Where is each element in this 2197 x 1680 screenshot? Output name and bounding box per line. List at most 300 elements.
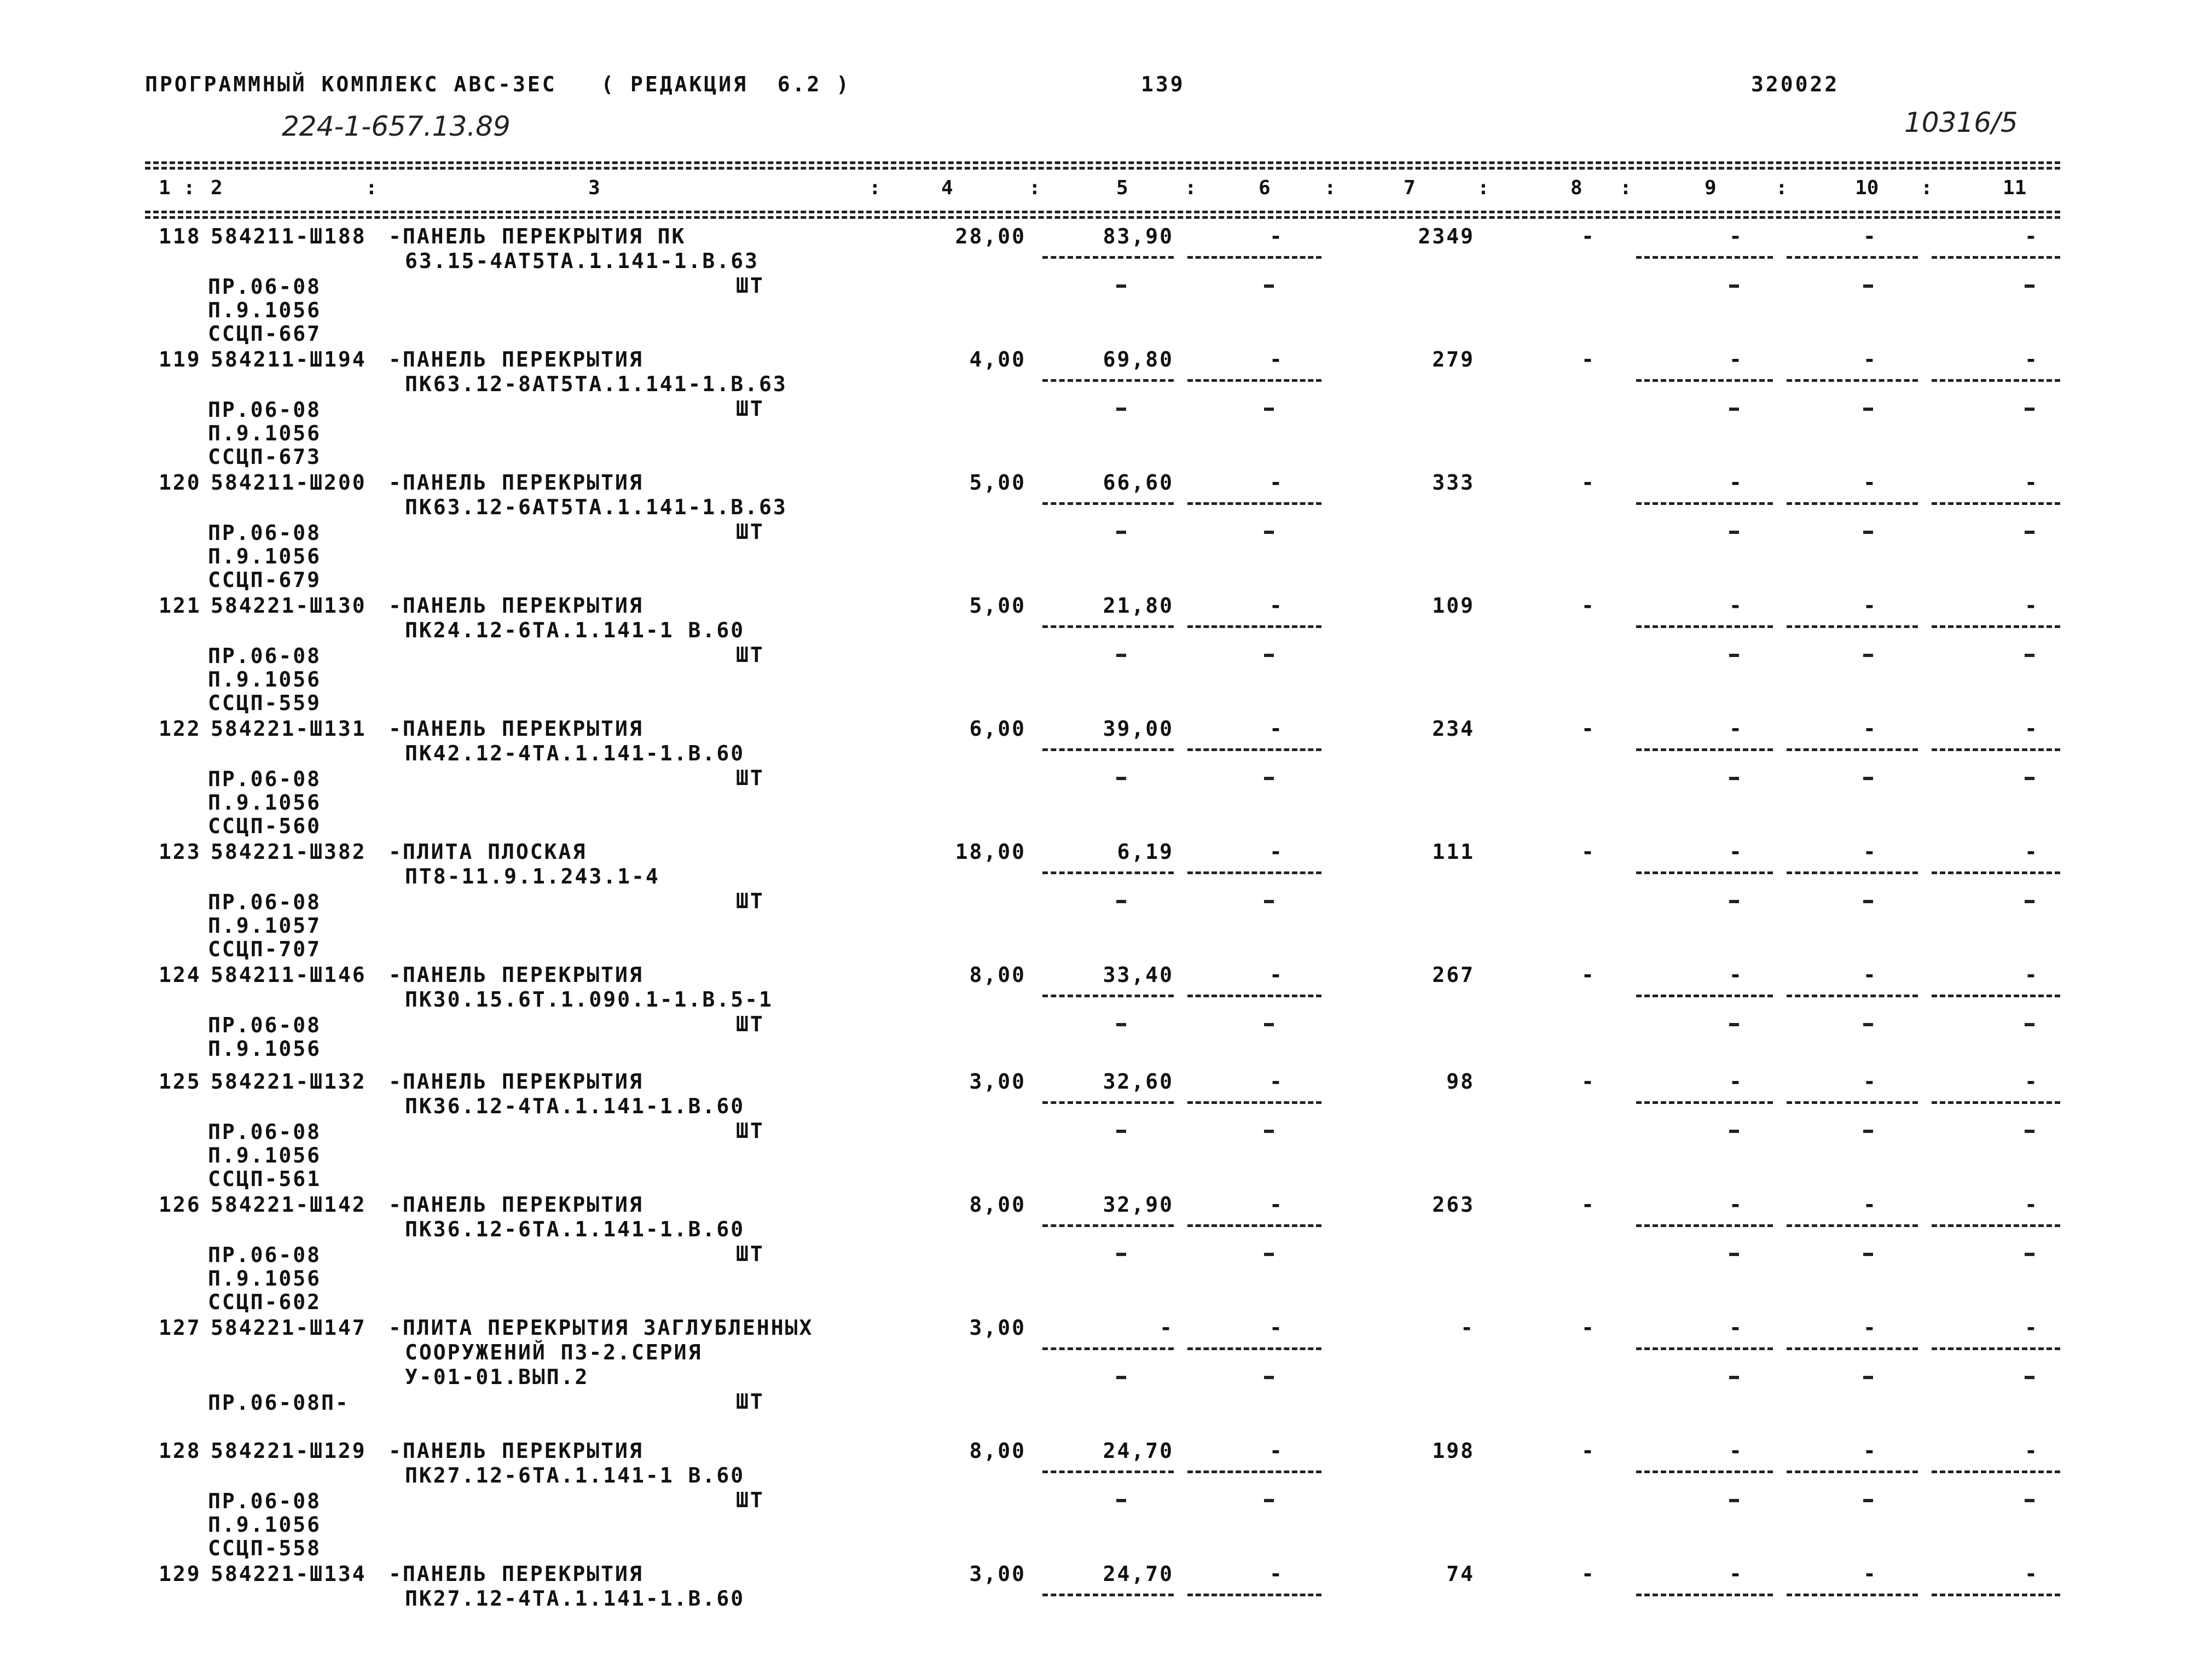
column-9-second-line-dash	[1729, 408, 1739, 411]
column-separator: :	[1477, 177, 1489, 199]
column-11-value: -	[2025, 594, 2039, 618]
price-second-line-dash	[1116, 1499, 1126, 1502]
row-number: 123	[159, 840, 201, 864]
column-9-subtotal-line	[1636, 871, 1773, 874]
column-10-subtotal-line	[1787, 995, 1918, 997]
reference-code: ПР.06-08	[208, 398, 322, 422]
column-11-subtotal-line	[1932, 1101, 2060, 1104]
column-9-subtotal-line	[1636, 256, 1773, 259]
reference-code: ПР.06-08	[208, 1243, 322, 1267]
column-9-value: -	[1729, 717, 1743, 741]
material-spec: ПК27.12-4ТА.1.141-1.В.60	[405, 1586, 745, 1611]
price-second-line-dash	[1116, 654, 1126, 657]
column-6-value: -	[1269, 224, 1284, 248]
column-10-subtotal-line	[1787, 625, 1918, 628]
unit-of-measure: ШТ	[736, 643, 764, 667]
column-11-second-line-dash	[2025, 1023, 2034, 1026]
price-subtotal-line	[1042, 1224, 1174, 1227]
column-10-value: -	[1863, 470, 1877, 495]
column-11-value: -	[2025, 470, 2039, 495]
price-catalog-ref: ССЦП-561	[208, 1167, 322, 1191]
total-cost-cell: 109	[1432, 594, 1475, 618]
column-6-value: -	[1269, 1439, 1284, 1463]
column-6-second-line-dash	[1264, 1130, 1274, 1133]
price-subtotal-line	[1042, 1101, 1174, 1104]
price-subtotal-line	[1042, 379, 1174, 382]
column-separator: :	[1324, 177, 1336, 199]
column-10-second-line-dash	[1863, 408, 1873, 411]
column-10-subtotal-line	[1787, 379, 1918, 382]
column-6-second-line-dash	[1264, 1023, 1274, 1026]
price-catalog-ref: ССЦП-667	[208, 322, 322, 346]
column-6-value: -	[1269, 1069, 1284, 1094]
column-9-second-line-dash	[1729, 1130, 1739, 1133]
column-6-subtotal-line	[1187, 1101, 1321, 1104]
row-number: 122	[159, 717, 201, 741]
quantity-cell: 5,00	[969, 594, 1026, 618]
column-header-3: 3	[588, 177, 600, 199]
column-10-value: -	[1863, 1439, 1877, 1463]
unit-price-cell: 24,70	[1103, 1562, 1174, 1586]
column-6-value: -	[1269, 1562, 1284, 1586]
column-11-value: -	[2025, 347, 2039, 371]
unit-of-measure: ШТ	[736, 889, 764, 913]
price-catalog-ref: ССЦП-707	[208, 937, 322, 961]
reference-code: ПР.06-08	[208, 275, 322, 299]
column-9-second-line-dash	[1729, 777, 1739, 780]
reference-code: ПР.06-08	[208, 1013, 322, 1037]
column-11-subtotal-line	[1932, 871, 2060, 874]
material-name: -ПАНЕЛЬ ПЕРЕКРЫТИЯ ПК	[389, 224, 686, 248]
total-cost-cell: 111	[1432, 840, 1475, 864]
handwritten-sheet-number: 10316/5	[1904, 107, 2018, 138]
price-catalog-ref: ССЦП-559	[208, 691, 322, 715]
unit-price-cell: 6,19	[1117, 840, 1174, 864]
quantity-cell: 4,00	[969, 347, 1026, 371]
column-9-subtotal-line	[1636, 1470, 1773, 1473]
column-11-value: -	[2025, 1193, 2039, 1217]
column-10-subtotal-line	[1787, 871, 1918, 874]
column-11-value: -	[2025, 1316, 2039, 1340]
price-second-line-dash	[1116, 284, 1126, 288]
column-11-subtotal-line	[1932, 256, 2060, 259]
header-top-rule-2	[145, 167, 2060, 170]
column-11-value: -	[2025, 1439, 2039, 1463]
header-bottom-rule-2	[145, 216, 2060, 219]
total-cost-cell: 74	[1446, 1562, 1475, 1586]
material-code: 584221-Ш147	[211, 1316, 367, 1340]
column-11-subtotal-line	[1932, 1594, 2060, 1596]
price-subtotal-line	[1042, 1347, 1174, 1350]
unit-price-cell: 21,80	[1103, 594, 1174, 618]
total-cost-cell: 234	[1432, 717, 1475, 741]
column-11-second-line-dash	[2025, 900, 2034, 903]
column-9-value: -	[1729, 1316, 1743, 1340]
column-11-value: -	[2025, 840, 2039, 864]
unit-price-cell: 83,90	[1103, 224, 1174, 248]
unit-of-measure: ШТ	[736, 1119, 764, 1143]
column-9-second-line-dash	[1729, 531, 1739, 534]
row-number: 129	[159, 1562, 201, 1586]
column-6-value: -	[1269, 1193, 1284, 1217]
column-6-second-line-dash	[1264, 284, 1274, 288]
material-name: -ПАНЕЛЬ ПЕРЕКРЫТИЯ	[389, 1193, 644, 1217]
reference-code: ПР.06-08П-	[208, 1391, 350, 1415]
material-code: 584221-Ш132	[211, 1069, 367, 1094]
reference-code: ПР.06-08	[208, 1120, 322, 1144]
column-6-subtotal-line	[1187, 748, 1321, 751]
column-9-value: -	[1729, 347, 1743, 371]
material-name: -ПАНЕЛЬ ПЕРЕКРЫТИЯ	[389, 1562, 644, 1586]
column-6-subtotal-line	[1187, 1347, 1321, 1350]
column-separator: :	[1620, 177, 1632, 199]
reference-paragraph: П.9.1056	[208, 544, 322, 568]
price-subtotal-line	[1042, 256, 1174, 259]
column-6-second-line-dash	[1264, 531, 1274, 534]
column-10-value: -	[1863, 1069, 1877, 1094]
column-10-value: -	[1863, 594, 1877, 618]
column-11-subtotal-line	[1932, 625, 2060, 628]
column-9-value: -	[1729, 224, 1743, 248]
reference-paragraph: П.9.1056	[208, 790, 322, 815]
price-catalog-ref: ССЦП-673	[208, 445, 322, 469]
unit-price-cell: 69,80	[1103, 347, 1174, 371]
material-code: 584221-Ш130	[211, 594, 367, 618]
total-cost-cell: -	[1460, 1316, 1475, 1340]
column-header-4: 4	[941, 177, 953, 199]
unit-price-cell: 66,60	[1103, 470, 1174, 495]
column-11-second-line-dash	[2025, 1499, 2034, 1502]
row-number: 125	[159, 1069, 201, 1094]
quantity-cell: 28,00	[955, 224, 1026, 248]
column-6-value: -	[1269, 470, 1284, 495]
column-6-second-line-dash	[1264, 408, 1274, 411]
material-name: -ПАНЕЛЬ ПЕРЕКРЫТИЯ	[389, 1439, 644, 1463]
column-11-subtotal-line	[1932, 995, 2060, 997]
column-6-second-line-dash	[1264, 777, 1274, 780]
column-10-subtotal-line	[1787, 1224, 1918, 1227]
column-separator: :	[1921, 177, 1933, 199]
column-8-value: -	[1581, 1069, 1596, 1094]
quantity-cell: 5,00	[969, 470, 1026, 495]
material-code: 584211-Ш194	[211, 347, 367, 371]
column-10-subtotal-line	[1787, 502, 1918, 505]
row-number: 121	[159, 594, 201, 618]
material-spec: ПК24.12-6ТА.1.141-1 В.60	[405, 618, 745, 642]
column-10-value: -	[1863, 1193, 1877, 1217]
column-8-value: -	[1581, 717, 1596, 741]
quantity-cell: 8,00	[969, 963, 1026, 987]
column-6-subtotal-line	[1187, 379, 1321, 382]
column-11-value: -	[2025, 224, 2039, 248]
column-header-8: 8	[1570, 177, 1582, 199]
material-spec: ПК63.12-6АТ5ТА.1.141-1.В.63	[405, 495, 787, 519]
material-code: 584221-Ш134	[211, 1562, 367, 1586]
reference-code: ПР.06-08	[208, 521, 322, 545]
column-11-subtotal-line	[1932, 1224, 2060, 1227]
reference-paragraph: П.9.1056	[208, 298, 322, 322]
reference-code: ПР.06-08	[208, 767, 322, 791]
column-10-subtotal-line	[1787, 1594, 1918, 1596]
quantity-cell: 6,00	[969, 717, 1026, 741]
column-9-subtotal-line	[1636, 625, 1773, 628]
column-9-value: -	[1729, 1562, 1743, 1586]
total-cost-cell: 267	[1432, 963, 1475, 987]
column-9-subtotal-line	[1636, 995, 1773, 997]
reference-code: ПР.06-08	[208, 1489, 322, 1513]
column-separator: :	[183, 177, 195, 199]
unit-price-cell: 39,00	[1103, 717, 1174, 741]
material-code: 584221-Ш131	[211, 717, 367, 741]
column-11-second-line-dash	[2025, 777, 2034, 780]
column-6-second-line-dash	[1264, 1253, 1274, 1256]
reference-paragraph: П.9.1056	[208, 667, 322, 691]
reference-paragraph: П.9.1056	[208, 1143, 322, 1167]
column-9-subtotal-line	[1636, 379, 1773, 382]
column-6-subtotal-line	[1187, 871, 1321, 874]
column-9-second-line-dash	[1729, 900, 1739, 903]
material-name: -ПАНЕЛЬ ПЕРЕКРЫТИЯ	[389, 470, 644, 495]
column-10-value: -	[1863, 347, 1877, 371]
material-code: 584211-Ш188	[211, 224, 367, 248]
column-11-second-line-dash	[2025, 408, 2034, 411]
row-number: 119	[159, 347, 201, 371]
material-spec: ПК30.15.6Т.1.090.1-1.В.5-1	[405, 987, 773, 1012]
total-cost-cell: 263	[1432, 1193, 1475, 1217]
column-10-value: -	[1863, 224, 1877, 248]
column-6-subtotal-line	[1187, 1594, 1321, 1596]
column-9-subtotal-line	[1636, 1101, 1773, 1104]
unit-of-measure: ШТ	[736, 1390, 764, 1414]
header-top-rule	[145, 161, 2060, 164]
column-8-value: -	[1581, 963, 1596, 987]
column-6-subtotal-line	[1187, 502, 1321, 505]
price-second-line-dash	[1116, 777, 1126, 780]
column-separator: :	[366, 177, 378, 199]
column-6-second-line-dash	[1264, 900, 1274, 903]
column-6-value: -	[1269, 1316, 1284, 1340]
material-code: 584211-Ш200	[211, 470, 367, 495]
material-name: -ПАНЕЛЬ ПЕРЕКРЫТИЯ	[389, 717, 644, 741]
price-second-line-dash	[1116, 900, 1126, 903]
column-header-2: 2	[211, 177, 223, 199]
column-6-second-line-dash	[1264, 654, 1274, 657]
column-header-9: 9	[1705, 177, 1717, 199]
column-6-value: -	[1269, 963, 1284, 987]
material-code: 584221-Ш129	[211, 1439, 367, 1463]
column-8-value: -	[1581, 1193, 1596, 1217]
reference-code: ПР.06-08	[208, 644, 322, 668]
column-11-value: -	[2025, 963, 2039, 987]
material-name: -ПАНЕЛЬ ПЕРЕКРЫТИЯ	[389, 594, 644, 618]
column-10-second-line-dash	[1863, 1130, 1873, 1133]
handwritten-series-number: 224-1-657.13.89	[282, 111, 511, 142]
material-spec: ПК36.12-6ТА.1.141-1.В.60	[405, 1217, 745, 1241]
total-cost-cell: 98	[1446, 1069, 1475, 1094]
row-number: 118	[159, 224, 201, 248]
column-10-subtotal-line	[1787, 256, 1918, 259]
column-9-value: -	[1729, 1069, 1743, 1094]
column-10-value: -	[1863, 717, 1877, 741]
column-6-subtotal-line	[1187, 1470, 1321, 1473]
row-number: 126	[159, 1193, 201, 1217]
material-name: -ПЛИТА ПЕРЕКРЫТИЯ ЗАГЛУБЛЕННЫХ	[389, 1316, 814, 1340]
unit-price-cell: -	[1160, 1316, 1174, 1340]
column-6-second-line-dash	[1264, 1376, 1274, 1379]
total-cost-cell: 198	[1432, 1439, 1475, 1463]
quantity-cell: 8,00	[969, 1439, 1026, 1463]
quantity-cell: 18,00	[955, 840, 1026, 864]
row-number: 124	[159, 963, 201, 987]
material-series: У-01-01.ВЫП.2	[405, 1365, 589, 1389]
column-10-second-line-dash	[1863, 284, 1873, 288]
column-10-second-line-dash	[1863, 1376, 1873, 1379]
unit-of-measure: ШТ	[736, 766, 764, 790]
price-subtotal-line	[1042, 1594, 1174, 1596]
quantity-cell: 3,00	[969, 1069, 1026, 1094]
column-8-value: -	[1581, 840, 1596, 864]
column-11-second-line-dash	[2025, 1130, 2034, 1133]
column-11-second-line-dash	[2025, 1376, 2034, 1379]
unit-price-cell: 33,40	[1103, 963, 1174, 987]
column-11-second-line-dash	[2025, 531, 2034, 534]
column-11-value: -	[2025, 717, 2039, 741]
row-number: 127	[159, 1316, 201, 1340]
unit-price-cell: 32,90	[1103, 1193, 1174, 1217]
column-9-second-line-dash	[1729, 654, 1739, 657]
header-bottom-rule	[145, 211, 2060, 213]
column-header-11: 11	[2003, 177, 2027, 199]
column-6-subtotal-line	[1187, 625, 1321, 628]
column-9-value: -	[1729, 594, 1743, 618]
column-9-value: -	[1729, 963, 1743, 987]
reference-code: ПР.06-08	[208, 890, 322, 914]
program-title: ПРОГРАММНЫЙ КОМПЛЕКС АВС-ЗЕС ( РЕДАКЦИЯ 6.2 )	[145, 72, 851, 96]
unit-of-measure: ШТ	[736, 520, 764, 544]
reference-paragraph: П.9.1057	[208, 914, 322, 938]
price-subtotal-line	[1042, 748, 1174, 751]
material-spec: ПТ8-11.9.1.243.1-4	[405, 864, 660, 888]
column-10-second-line-dash	[1863, 1499, 1873, 1502]
column-9-value: -	[1729, 840, 1743, 864]
column-10-second-line-dash	[1863, 654, 1873, 657]
column-9-second-line-dash	[1729, 1253, 1739, 1256]
price-catalog-ref: ССЦП-560	[208, 814, 322, 838]
column-10-second-line-dash	[1863, 531, 1873, 534]
column-11-second-line-dash	[2025, 654, 2034, 657]
column-8-value: -	[1581, 224, 1596, 248]
column-header-7: 7	[1404, 177, 1416, 199]
column-9-value: -	[1729, 1439, 1743, 1463]
column-header-1: 1	[159, 177, 171, 199]
document-code: 320022	[1751, 72, 1840, 96]
column-separator: :	[1185, 177, 1197, 199]
reference-paragraph: П.9.1056	[208, 1266, 322, 1290]
price-second-line-dash	[1116, 1376, 1126, 1379]
material-name: -ПАНЕЛЬ ПЕРЕКРЫТИЯ	[389, 1069, 644, 1094]
row-number: 128	[159, 1439, 201, 1463]
column-10-subtotal-line	[1787, 748, 1918, 751]
price-subtotal-line	[1042, 1470, 1174, 1473]
column-10-value: -	[1863, 1316, 1877, 1340]
column-11-subtotal-line	[1932, 1347, 2060, 1350]
material-code: 584221-Ш142	[211, 1193, 367, 1217]
material-spec: СООРУЖЕНИЙ ПЗ-2.СЕРИЯ	[405, 1340, 703, 1364]
price-second-line-dash	[1116, 531, 1126, 534]
column-6-value: -	[1269, 840, 1284, 864]
price-second-line-dash	[1116, 1130, 1126, 1133]
column-10-second-line-dash	[1863, 777, 1873, 780]
column-9-second-line-dash	[1729, 1023, 1739, 1026]
column-8-value: -	[1581, 1439, 1596, 1463]
quantity-cell: 3,00	[969, 1562, 1026, 1586]
reference-paragraph: П.9.1056	[208, 1513, 322, 1537]
column-6-second-line-dash	[1264, 1499, 1274, 1502]
column-6-subtotal-line	[1187, 1224, 1321, 1227]
unit-price-cell: 32,60	[1103, 1069, 1174, 1094]
column-10-value: -	[1863, 1562, 1877, 1586]
column-9-value: -	[1729, 1193, 1743, 1217]
price-catalog-ref: ССЦП-602	[208, 1290, 322, 1314]
price-catalog-ref: ССЦП-679	[208, 568, 322, 592]
quantity-cell: 3,00	[969, 1316, 1026, 1340]
column-11-second-line-dash	[2025, 284, 2034, 288]
material-spec: ПК63.12-8АТ5ТА.1.141-1.В.63	[405, 372, 787, 396]
column-10-subtotal-line	[1787, 1470, 1918, 1473]
reference-paragraph: П.9.1056	[208, 421, 322, 445]
page-number: 139	[1141, 72, 1185, 96]
column-6-subtotal-line	[1187, 995, 1321, 997]
column-6-subtotal-line	[1187, 256, 1321, 259]
price-second-line-dash	[1116, 408, 1126, 411]
column-9-subtotal-line	[1636, 748, 1773, 751]
material-code: 584221-Ш382	[211, 840, 367, 864]
material-code: 584211-Ш146	[211, 963, 367, 987]
column-9-second-line-dash	[1729, 284, 1739, 288]
column-header-5: 5	[1116, 177, 1128, 199]
material-spec: 63.15-4АТ5ТА.1.141-1.В.63	[405, 249, 759, 273]
column-11-second-line-dash	[2025, 1253, 2034, 1256]
unit-of-measure: ШТ	[736, 1242, 764, 1266]
column-9-subtotal-line	[1636, 1594, 1773, 1596]
column-11-value: -	[2025, 1562, 2039, 1586]
column-8-value: -	[1581, 470, 1596, 495]
column-10-value: -	[1863, 963, 1877, 987]
column-10-second-line-dash	[1863, 1023, 1873, 1026]
material-name: -ПАНЕЛЬ ПЕРЕКРЫТИЯ	[389, 347, 644, 371]
column-8-value: -	[1581, 594, 1596, 618]
row-number: 120	[159, 470, 201, 495]
material-name: -ПАНЕЛЬ ПЕРЕКРЫТИЯ	[389, 963, 644, 987]
column-9-second-line-dash	[1729, 1376, 1739, 1379]
column-10-subtotal-line	[1787, 1347, 1918, 1350]
column-9-subtotal-line	[1636, 502, 1773, 505]
price-subtotal-line	[1042, 995, 1174, 997]
total-cost-cell: 2349	[1418, 224, 1475, 248]
unit-price-cell: 24,70	[1103, 1439, 1174, 1463]
column-9-subtotal-line	[1636, 1224, 1773, 1227]
column-header-6: 6	[1259, 177, 1271, 199]
column-10-subtotal-line	[1787, 1101, 1918, 1104]
material-spec: ПК42.12-4ТА.1.141-1.В.60	[405, 741, 745, 765]
unit-of-measure: ШТ	[736, 397, 764, 421]
reference-paragraph: П.9.1056	[208, 1037, 322, 1061]
quantity-cell: 8,00	[969, 1193, 1026, 1217]
column-9-subtotal-line	[1636, 1347, 1773, 1350]
column-11-subtotal-line	[1932, 748, 2060, 751]
material-spec: ПК36.12-4ТА.1.141-1.В.60	[405, 1094, 745, 1118]
column-separator: :	[1776, 177, 1788, 199]
